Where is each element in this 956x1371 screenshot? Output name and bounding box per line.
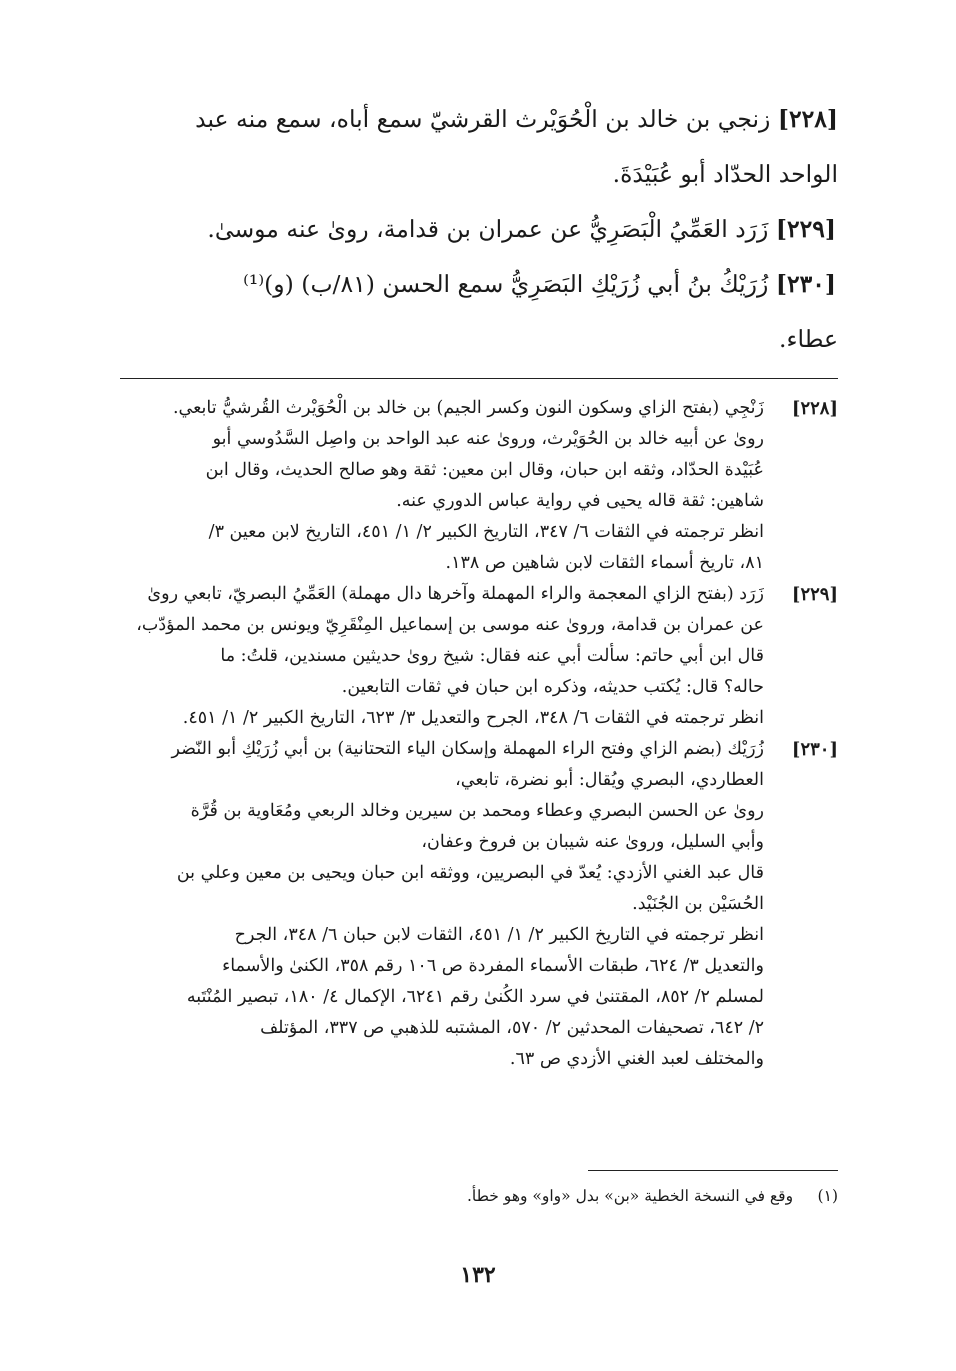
entry-number: [٢٢٩] <box>775 215 836 243</box>
note-line: عُبَيْدة الحدّاد، وثقه ابن حبان، وقال ابن معين: ثقة وهو صالح الحديث، وقال ابن <box>205 460 764 480</box>
note-230 <box>120 734 838 1075</box>
entry-line: الواحد الحدّاد أبو عُبَيْدَةَ. <box>612 160 838 188</box>
main-entry-230 <box>118 257 838 312</box>
note-line: الحُسَيْن بن الجُنَيْد. <box>632 894 764 914</box>
note-number: [٢٢٩] <box>791 584 838 605</box>
note-line: زَرَد (بفتح الزاي المعجمة والراء المهملة وآخرها دال مهملة) العَمِّيُ البصريّ، تابعي روىٰ <box>147 584 764 604</box>
footnote-divider <box>588 1170 838 1171</box>
note-229 <box>120 579 838 734</box>
entry-line: عطاء. <box>779 325 838 353</box>
note-line: ٨١، تاريخ أسماء الثقات لابن شاهين ص ١٣٨. <box>445 553 764 573</box>
entry-number: [٢٣٠] <box>775 270 836 298</box>
main-entry-228 <box>118 92 838 147</box>
footnote <box>120 1183 838 1209</box>
note-line: والمختلف لعبد الغني الأزدي ص ٦٣. <box>509 1049 764 1069</box>
note-line: عن عمران بن قدامة، وروىٰ عنه موسى بن إسماعيل المِنْقَرِيّ ويونس بن محمد المؤدّب، <box>136 615 764 635</box>
note-line: العطاردي، البصري ويُقال: أبو نضرة، تابعي، <box>455 770 764 790</box>
main-entry-229 <box>118 202 838 257</box>
entry-line: زُرَيْكُ بنُ أبي زُرَيْكِ البَصَرِيُّ سمع الحسن (٨١/ب) (و)⁽¹⁾ <box>243 270 769 298</box>
note-line: روىٰ عن الحسن البصري وعطاء ومحمد بن سيرين وخالد الربعي ومُعَاوية بن قُرَّة <box>190 801 764 821</box>
note-line: والتعديل ٣/ ٦٢٤، طبقات الأسماء المفردة ص ١٠٦ رقم ٣٥٨، الكنىٰ والأسماء <box>222 956 764 976</box>
footnote-number: (١) <box>817 1187 838 1205</box>
note-number: [٢٢٨] <box>791 398 838 419</box>
note-line: قال عبد الغني الأزدي: يُعدّ في البصريين، ووثقه ابن حبان ويحيى بن معين وعلي بن <box>176 863 764 883</box>
note-line: انظر ترجمته في الثقات ٦/ ٣٤٧، التاريخ الكبير ٢/ ١/ ٤٥١، التاريخ لابن معين ٣/ <box>208 522 764 542</box>
note-line: زَنْجِي (بفتح الزاي وسكون النون وكسر الجيم) بن خالد بن الْحُوَيْرث القُرشيُّ تابعي. <box>172 398 764 418</box>
page-number: ١٣٢ <box>460 1262 496 1288</box>
entry-line: زنجي بن خالد بن الْحُوَيْرث القرشيّ سمع أباه، سمع منه عبد <box>195 105 771 133</box>
note-line: شاهين: ثقة قاله يحيى في رواية عباس الدوري عنه. <box>396 491 764 511</box>
note-line: زُرَيْك (بضم الزاي وفتح الراء المهملة وإسكان الياء التحتانية) بن أبي زُرَيْكِ أبو النّضر <box>171 739 764 759</box>
footnote-text: وقع في النسخة الخطية «بن» بدل «واو» وهو خطأ. <box>466 1187 794 1205</box>
entry-number: [٢٢٨] <box>777 105 838 133</box>
notes-divider <box>120 378 838 379</box>
note-line: قال ابن أبي حاتم: سألت أبي عنه فقال: شيخ روىٰ حديثين مسندين، قلتُ: ما <box>220 646 764 666</box>
note-number: [٢٣٠] <box>791 739 838 760</box>
note-line: وأبي السليل، وروىٰ عنه شيبان بن فروخ وعفان، <box>421 832 764 852</box>
note-line: انظر ترجمته في الثقات ٦/ ٣٤٨، الجرح والتعديل ٣/ ٦٢٣، التاريخ الكبير ٢/ ١/ ٤٥١. <box>182 708 764 728</box>
note-line: ٢/ ٦٤٢، تصحيفات المحدثين ٢/ ٥٧٠، المشتبه للذهبي ص ٣٣٧، المؤتلف <box>260 1018 764 1038</box>
entry-line: زَرَد العَمِّيُ الْبَصَرِيُّ عن عمران بن قدامة، روىٰ عنه موسىٰ. <box>207 215 769 243</box>
note-line: روىٰ عن أبيه خالد بن الحُوَيْرث، وروىٰ عنه عبد الواحد بن واصِل السَّدُوسي أبو <box>212 429 764 449</box>
notes-section <box>120 393 838 1075</box>
main-entry-230-cont <box>118 312 838 367</box>
note-228 <box>120 393 838 579</box>
note-line: انظر ترجمته في التاريخ الكبير ٢/ ١/ ٤٥١، الثقات لابن حبان ٦/ ٣٤٨، الجرح <box>234 925 764 945</box>
note-line: لمسلم ٢/ ٨٥٢، المقتنىٰ في سرد الكُنىٰ رقم ٦٢٤١، الإكمال ٤/ ١٨٠، تبصير المُنْتَبه <box>186 987 764 1007</box>
main-text <box>118 92 838 367</box>
main-entry-228-cont <box>118 147 838 202</box>
note-line: حاله؟ قال: يُكتب حديثه، وذكره ابن حبان في ثقات التابعين. <box>341 677 764 697</box>
